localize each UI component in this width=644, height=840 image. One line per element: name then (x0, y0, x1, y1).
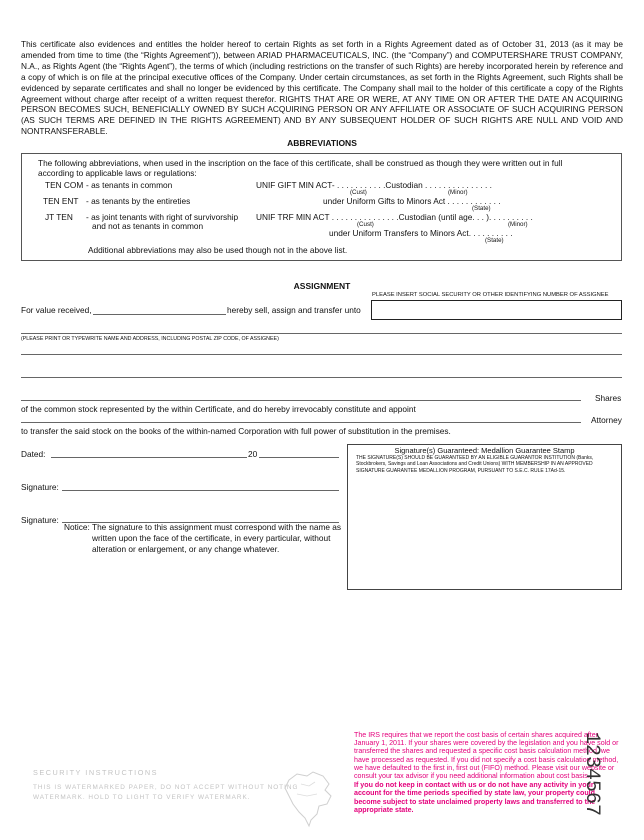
security-instructions-line-1: THIS IS WATERMARKED PAPER, DO NOT ACCEPT WITHOUT NOTING (33, 784, 299, 791)
year-line[interactable] (259, 457, 339, 458)
ten-com-label: TEN COM (45, 180, 84, 190)
date-line[interactable] (51, 457, 247, 458)
hereby-sell-text: hereby sell, assign and transfer unto (227, 305, 361, 315)
notice-text: The signature to this assignment must correspond with the name as written upon the face of the certificate, in every particular, without alteration or enlargement, or any change whatever. (92, 522, 342, 554)
ssn-label: PLEASE INSERT SOCIAL SECURITY OR OTHER IDENTIFYING NUMBER OF ASSIGNEE (372, 292, 609, 298)
rights-agreement-paragraph: This certificate also evidences and entitles the holder hereof to certain Rights as set forth in a Rights Agreement dated as of October 31, 2013 (as it may be amended from time to time (the “Rights Agreement”)), between ARIAD PHARMACEUTICALS, INC. (the “Company”) and COMPUTERSHARE TRUST COMPANY, N.A., as Rights Agent (the “Rights Agent”), the terms of which (including restrictions on the transfer of such Rights) are hereby incorporated herein by reference and a copy of which is on file at the principal executive offices of the Company. Under certain circumstances, as set forth in the Rights Agreement, such Rights shall be evidenced by separate certificates and shall no longer be evidenced by this certificate. The Company shall mail to the holder of this certificate a copy of the Rights Agreement without charge after receipt of a written request therefor. RIGHTS THAT ARE OR WERE, AT ANY TIME ON OR AFTER THE DATE AN ACQUIRING PERSON BECOMES SUCH, BENEFICIALLY OWNED BY SUCH ACQUIRING PERSON OR ANY AFFILIATE OR ASSOCIATE OF SUCH ACQUIRING PERSON (AS SUCH TERMS ARE DEFINED IN THE RIGHTS AGREEMENT) AND BY ANY SUBSEQUENT HOLDER OF SUCH RIGHTS ARE NULL AND VOID AND NONTRANSFERABLE. (21, 39, 623, 137)
notice-label: Notice: (64, 522, 90, 532)
jt-ten-description-2: and not as tenants in common (92, 221, 204, 231)
unif-gift-min-act: UNIF GIFT MIN ACT- . . . . . . . . . . .Custodian . . . . . . . . . . . . . . . (256, 180, 492, 190)
shares-label: Shares (595, 393, 622, 403)
year-prefix: 20 (248, 449, 258, 459)
medallion-guarantee-text: THE SIGNATURE(S) SHOULD BE GUARANTEED BY AN ELIGIBLE GUARANTOR INSTITUTION (Banks, Stockbrokers, Savings and Loan Associations and Credit Unions) WITH MEMBERSHIP IN AN APPROVED SIGNATURE GUARANTEE MEDALLION PROGRAM, PURSUANT TO S.E.C. RULE 17Ad-15. (356, 455, 594, 474)
abbreviations-heading: ABBREVIATIONS (287, 138, 357, 148)
gift-minor-label: (Minor) (448, 189, 468, 196)
unclaimed-property-notice: If you do not keep in contact with us or do not have any activity in your account for the time periods specified by state law, your property could become subject to state unclaimed property laws and transferred to the appropriate state. (354, 781, 596, 814)
gift-cust-label: (Cust) (350, 189, 367, 196)
jt-ten-description-1: - as joint tenants with right of survivorship (86, 212, 239, 222)
dated-label: Dated: (21, 449, 46, 459)
gift-under-act: under Uniform Gifts to Minors Act . . . . . . . . . . . . (323, 196, 501, 206)
ten-com-description: - as tenants in common (86, 180, 173, 190)
assignment-heading: ASSIGNMENT (293, 281, 351, 291)
ten-ent-description: - as tenants by the entireties (86, 196, 191, 206)
assignee-name-line[interactable] (21, 333, 622, 334)
signature-line-1[interactable] (62, 490, 339, 491)
print-name-address-label: (PLEASE PRINT OR TYPEWRITE NAME AND ADDRESS, INCLUDING POSTAL ZIP CODE, OF ASSIGNEE) (21, 336, 279, 342)
jt-ten-label: JT TEN (45, 212, 73, 222)
medallion-guarantee-title: Signature(s) Guaranteed: Medallion Guarantee Stamp (394, 446, 575, 455)
common-stock-text: of the common stock represented by the within Certificate, and do hereby irrevocably constitute and appoint (21, 404, 416, 414)
signature-label-1: Signature: (21, 482, 59, 492)
shares-line[interactable] (21, 400, 581, 401)
irs-notice-text: The IRS requires that we report the cost basis of certain shares acquired after January 1, 2011. If your shares were covered by the legislation and you have sold or transferred the shares and requested a specific cost basis calculation method, we have processed as requested. If you did not specify a cost basis calculation method, we have defaulted to the first in, first out (FIFO) method. Please visit our website or consult your tax advisor if you need additional information about cost basis. (354, 731, 619, 781)
for-value-received: For value received, (21, 305, 92, 315)
unif-trf-min-act: UNIF TRF MIN ACT . . . . . . . . . . . . . . .Custodian (until age. . . ). . . . . . . . . . (256, 212, 533, 222)
address-line-2[interactable] (21, 377, 622, 378)
security-instructions-title: SECURITY INSTRUCTIONS (33, 768, 159, 777)
abbreviations-intro: The following abbreviations, when used in the inscription on the face of this certificate, shall be construed as though they were written out in full according to applicable laws or regulations: (38, 158, 563, 178)
trf-state-label: (State) (485, 237, 504, 244)
trf-minor-label: (Minor) (508, 221, 528, 228)
ten-ent-label: TEN ENT (43, 196, 79, 206)
certificate-serial-number: 1234567 (580, 732, 603, 817)
trf-cust-label: (Cust) (357, 221, 374, 228)
ssn-input-box[interactable] (371, 300, 622, 320)
security-instructions-line-2: WATERMARK. HOLD TO LIGHT TO VERIFY WATERMARK. (33, 794, 251, 801)
signature-label-2: Signature: (21, 515, 59, 525)
transfer-text: to transfer the said stock on the books of the within-named Corporation with full power of substitution in the premises. (21, 426, 451, 436)
attorney-line[interactable] (21, 422, 581, 423)
address-line-1[interactable] (21, 354, 622, 355)
trf-under-act: under Uniform Transfers to Minors Act. . . . . . . . . . (329, 228, 513, 238)
gift-state-label: (State) (472, 205, 491, 212)
additional-abbreviations-note: Additional abbreviations may also be used though not in the above list. (88, 245, 348, 255)
attorney-label: Attorney (591, 415, 622, 425)
assignor-line[interactable] (93, 314, 226, 315)
north-america-map-icon (283, 770, 337, 828)
